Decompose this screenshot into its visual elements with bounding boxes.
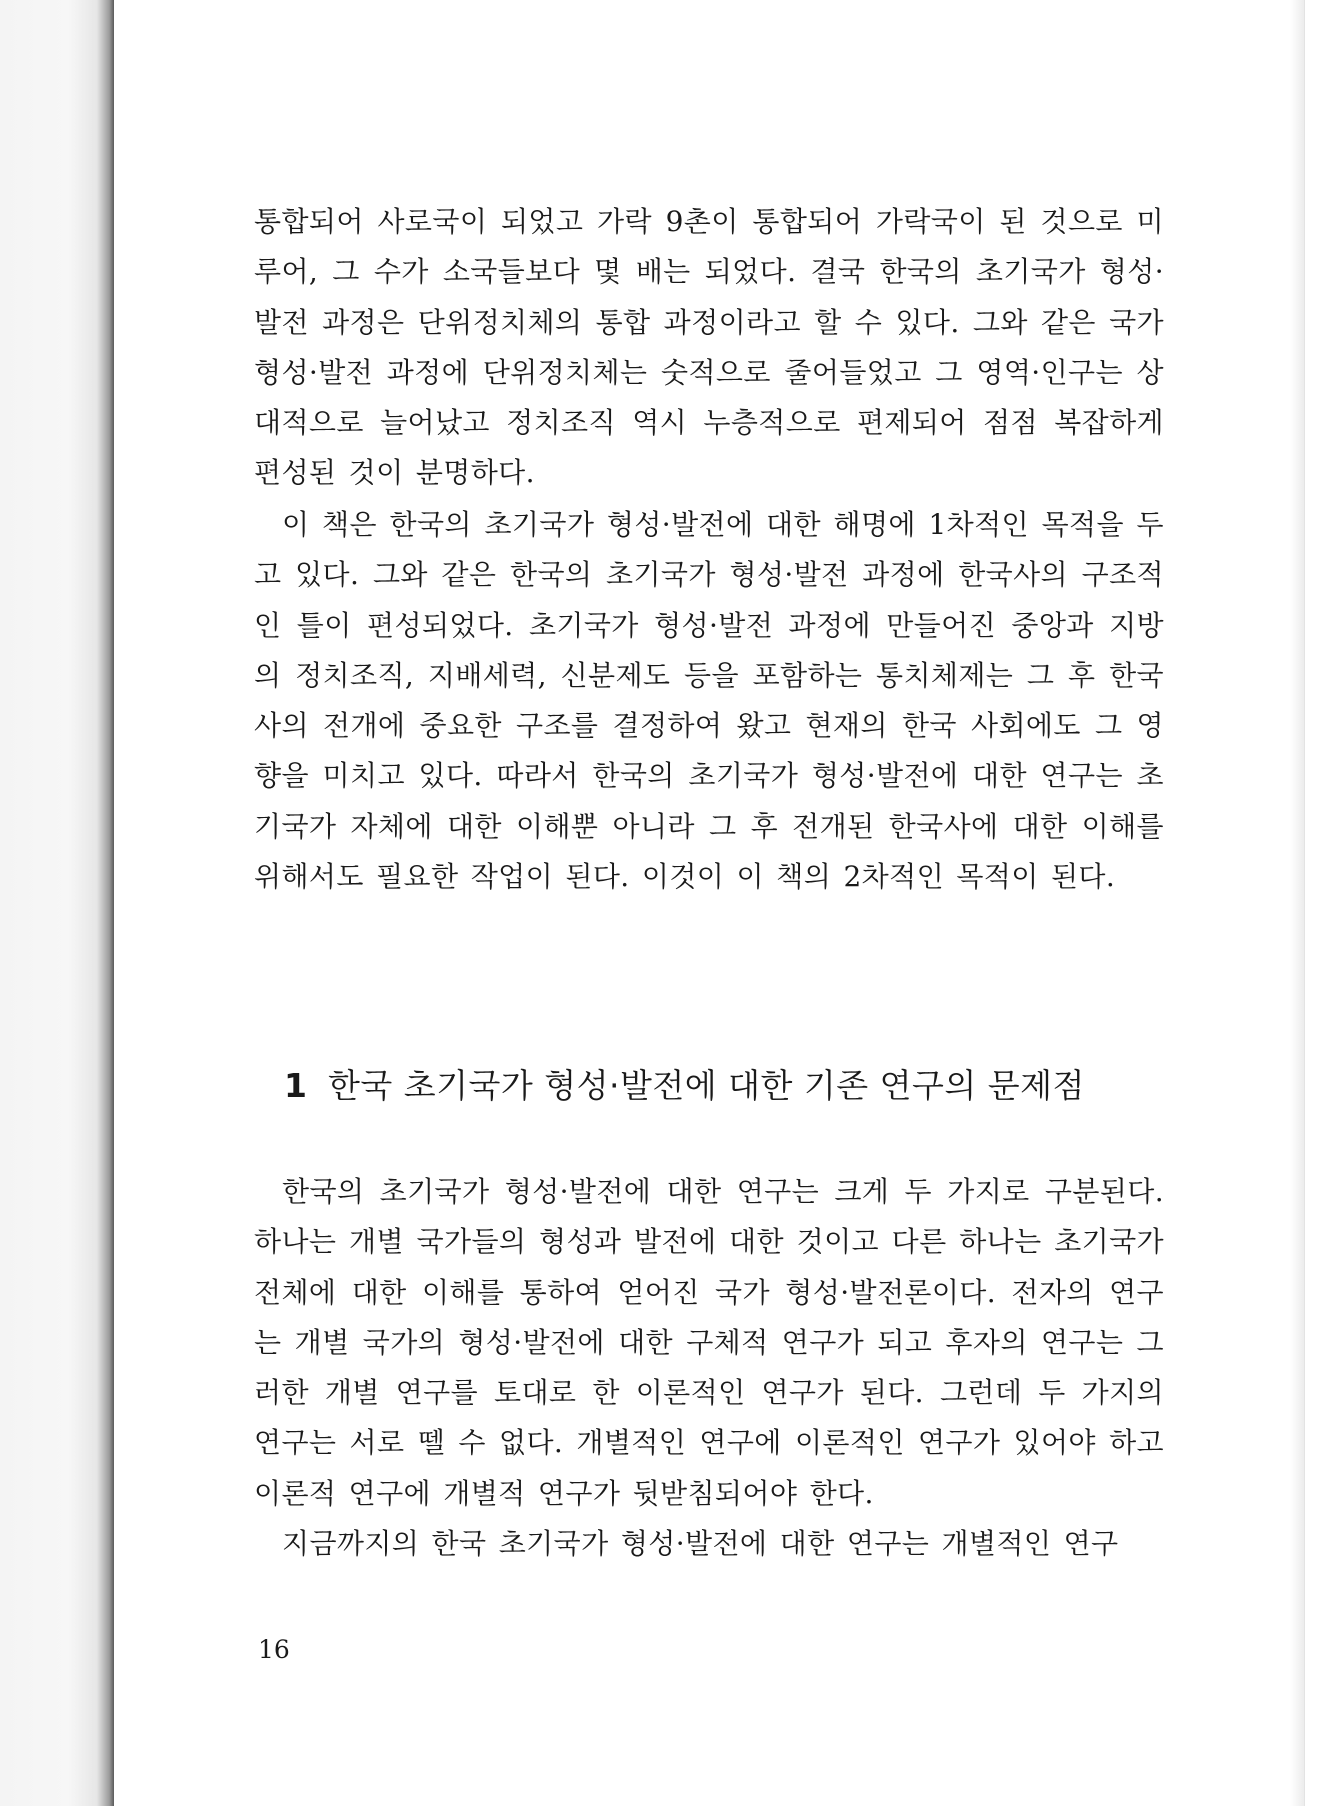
body-paragraph-3: 한국의 초기국가 형성·발전에 대한 연구는 크게 두 가지로 구분된다. 하나는 개별 국가들의 형성과 발전에 대한 것이고 다른 하나는 초기국가 전체에 대한 이해를 통하여 얻어진 국가 형성·발전론이다. 전자의 연구는 개별 국가의 형성·발전에 대한 구체적 연구가 되고 후자의 연구는 그러한 개별 연구를 토대로 한 이론적인 연구가 된다. 그런데 두 가지의 연구는 서로 뗄 수 없다. 개별적인 연구에 이론적인 연구가 있어야 하고 이론적 연구에 개별적 연구가 뒷받침되어야 한다. <box>254 1175 1164 1510</box>
book-spine-shadow <box>0 0 114 1806</box>
section-number: 1 <box>284 1066 308 1105</box>
page-edge-shadow <box>1290 0 1304 1806</box>
section-title: 한국 초기국가 형성·발전에 대한 기존 연구의 문제점 <box>328 1066 1085 1105</box>
body-paragraph-1: 통합되어 사로국이 되었고 가락 9촌이 통합되어 가락국이 된 것으로 미루어, 그 수가 소국들보다 몇 배는 되었다. 결국 한국의 초기국가 형성·발전 과정은 단위정치체의 통합 과정이라고 할 수 있다. 그와 같은 국가 형성·발전 과정에 단위정치체는 숫적으로 줄어들었고 그 영역·인구는 상대적으로 늘어났고 정치조직 역시 누층적으로 편제되어 점점 복잡하게 편성된 것이 분명하다. <box>254 205 1164 490</box>
section-heading <box>254 1064 1164 1108</box>
body-paragraph-4: 지금까지의 한국 초기국가 형성·발전에 대한 연구는 개별적인 연구 <box>282 1527 1119 1560</box>
page-number: 16 <box>258 1635 290 1664</box>
body-paragraph-2: 이 책은 한국의 초기국가 형성·발전에 대한 해명에 1차적인 목적을 두고 있다. 그와 같은 한국의 초기국가 형성·발전 과정에 한국사의 구조적인 틀이 편성되었다. 초기국가 형성·발전 과정에 만들어진 중앙과 지방의 정치조직, 지배세력, 신분제도 등을 포함하는 통치체제는 그 후 한국사의 전개에 중요한 구조를 결정하여 왔고 현재의 한국 사회에도 그 영향을 미치고 있다. 따라서 한국의 초기국가 형성·발전에 대한 연구는 초기국가 자체에 대한 이해뿐 아니라 그 후 전개된 한국사에 대한 이해를 위해서도 필요한 작업이 된다. 이것이 이 책의 2차적인 목적이 된다. <box>254 508 1164 894</box>
